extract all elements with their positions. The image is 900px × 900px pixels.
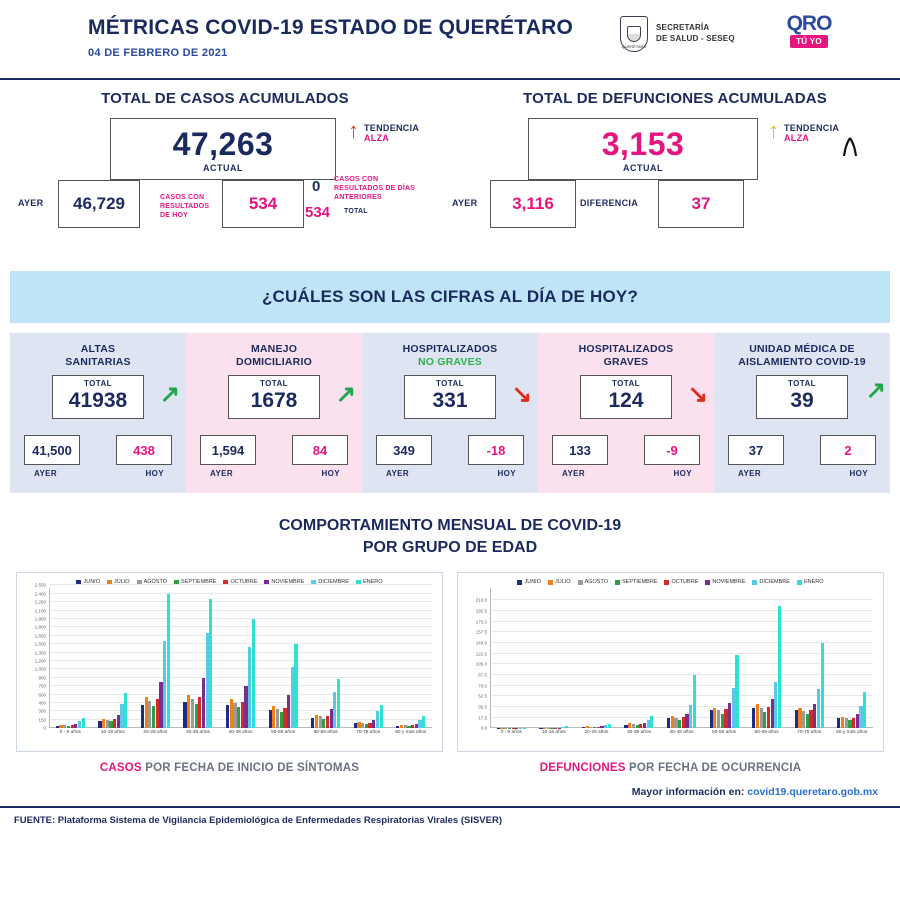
- panel-total-label: TOTAL: [788, 379, 816, 388]
- cases-total-label: TOTAL: [344, 208, 368, 215]
- bar: [778, 606, 781, 728]
- y-tick-label: 750: [38, 683, 46, 689]
- panel-title-line1: HOSPITALIZADOS: [402, 343, 498, 355]
- panel-yesterday-label: AYER: [562, 469, 586, 478]
- y-tick-label: 0: [43, 725, 46, 731]
- qro-logo-tagline: TÚ YO: [790, 35, 828, 48]
- legend-label: ENERO: [803, 579, 824, 586]
- legend-item: [752, 579, 790, 585]
- caption-strong: DEFUNCIONES: [539, 762, 626, 775]
- deaths-yesterday-label: AYER: [452, 198, 478, 208]
- more-info: [0, 786, 878, 798]
- panel-title-line2: GRAVES: [603, 356, 649, 369]
- cases-trend: [348, 118, 420, 143]
- x-tick-label: 20-29 años: [143, 730, 168, 736]
- panel-today-box: [820, 435, 876, 465]
- bar: [608, 724, 611, 728]
- panel-altas-sanitarias: [10, 333, 186, 493]
- deaths-actual-value: 3,153: [601, 126, 685, 162]
- bar: [167, 594, 170, 728]
- panel-today-label: HOY: [673, 469, 692, 478]
- legend-label: AGOSTO: [143, 579, 168, 586]
- chart-cases: [16, 572, 443, 752]
- bar: [209, 599, 212, 728]
- panel-yesterday-label: AYER: [738, 469, 762, 478]
- x-tick-label: 60-69 años: [754, 730, 779, 736]
- chart-x-axis-labels: [490, 730, 873, 736]
- crest-caption: QUERÉTARO: [621, 44, 647, 49]
- charts-heading-line2: POR GRUPO DE EDAD: [362, 538, 538, 556]
- panel-today-value: 438: [133, 442, 155, 458]
- panel-hospitalizados-no-graves: [362, 333, 538, 493]
- qro-logo-word: QRO: [786, 12, 832, 35]
- x-tick-label: 10-19 años: [541, 730, 566, 736]
- bar: [863, 692, 866, 729]
- y-tick-label: 2,550: [34, 582, 46, 588]
- panel-total-box: [228, 375, 320, 419]
- bar-group: [788, 588, 831, 728]
- x-tick-label: 30-39 años: [185, 730, 210, 736]
- bar-group: [49, 588, 92, 728]
- y-tick-label: 1,800: [34, 624, 46, 630]
- cases-yesterday-value: 46,729: [73, 194, 125, 213]
- caption-strong: CASOS: [99, 762, 142, 775]
- cases-actual-label: ACTUAL: [203, 163, 243, 173]
- legend-item: [578, 579, 608, 585]
- panel-total-value: 39: [790, 389, 814, 412]
- chart-deaths: [457, 572, 884, 752]
- arrow-up-icon: ↗: [335, 381, 356, 408]
- deaths-yesterday-box: [490, 180, 576, 228]
- panel-yesterday-label: AYER: [386, 469, 410, 478]
- cases-actual-box: [110, 118, 336, 180]
- charts-row: [16, 572, 884, 774]
- bar-group: [92, 588, 135, 728]
- bar-group: [490, 588, 533, 728]
- y-tick-label: 105.0: [475, 661, 487, 667]
- legend-label: JUNIO: [524, 579, 541, 586]
- deaths-trend: [768, 118, 840, 143]
- panel-yesterday-value: 349: [393, 442, 415, 458]
- deaths-trend-label: TENDENCIA: [784, 123, 840, 133]
- y-tick-label: 150: [38, 717, 46, 723]
- arrow-down-icon: ↘: [687, 381, 708, 408]
- legend-label: SEPTIEMBRE: [622, 579, 658, 586]
- seseq-line2: DE SALUD - SESEQ: [656, 34, 735, 43]
- bar-group: [304, 588, 347, 728]
- y-tick-label: 122.5: [475, 651, 487, 657]
- y-tick-label: 900: [38, 675, 46, 681]
- x-tick-label: 70-79 años: [356, 730, 381, 736]
- bar-group: [533, 588, 576, 728]
- y-tick-label: 140.0: [475, 640, 487, 646]
- y-tick-label: 2,100: [34, 608, 46, 614]
- chart-caption-deaths: [457, 762, 884, 774]
- panel-title: [538, 343, 714, 369]
- bar: [380, 705, 383, 729]
- bar-group: [347, 588, 390, 728]
- x-tick-label: 40-49 años: [228, 730, 253, 736]
- bar: [252, 619, 255, 728]
- deaths-difference-box: [658, 180, 744, 228]
- today-figures-banner: [10, 271, 890, 323]
- panel-total-label: TOTAL: [612, 379, 640, 388]
- panel-title: [714, 343, 890, 369]
- panel-yesterday-box: [376, 435, 432, 465]
- seseq-text: [656, 23, 735, 45]
- panel-total-label: TOTAL: [84, 379, 112, 388]
- x-tick-label: 10-19 años: [100, 730, 125, 736]
- y-tick-label: 1,950: [34, 616, 46, 622]
- y-tick-label: 192.5: [475, 608, 487, 614]
- legend-label: NOVIEMBRE: [712, 579, 746, 586]
- panel-total-label: TOTAL: [260, 379, 288, 388]
- panel-title-line1: UNIDAD MÉDICA DE: [749, 343, 855, 355]
- page-header: [0, 0, 900, 78]
- panel-manejo-domiciliario: [186, 333, 362, 493]
- legend-item: [615, 579, 657, 585]
- legend-item: [705, 579, 745, 585]
- legend-item: [548, 579, 571, 585]
- covid-website-link[interactable]: covid19.queretaro.gob.mx: [747, 786, 878, 799]
- legend-label: ENERO: [362, 579, 383, 586]
- deaths-trend-value: ALZA: [784, 133, 810, 143]
- panel-today-value: 2: [844, 442, 852, 458]
- caption-rest: POR FECHA DE INICIO DE SÍNTOMAS: [141, 762, 360, 775]
- deaths-actual-label: ACTUAL: [623, 163, 663, 173]
- seseq-logo: [620, 16, 735, 52]
- legend-item: [664, 579, 698, 585]
- cases-block: [0, 80, 450, 265]
- panel-total-value: 331: [432, 389, 468, 412]
- bar: [523, 728, 526, 729]
- deaths-difference-value: 37: [691, 194, 711, 213]
- panel-today-label: HOY: [145, 469, 164, 478]
- y-tick-label: 1,650: [34, 633, 46, 639]
- y-tick-label: 1,350: [34, 650, 46, 656]
- caption-rest: POR FECHA DE OCURRENCIA: [625, 762, 802, 775]
- legend-label: JULIO: [113, 579, 130, 586]
- deaths-actual-box: [528, 118, 758, 180]
- bar: [82, 718, 85, 729]
- panel-unidad-medica-aislamiento: [714, 333, 890, 493]
- x-tick-label: 70-79 años: [797, 730, 822, 736]
- x-tick-label: 40-49 años: [669, 730, 694, 736]
- mourning-ribbon-icon: [842, 136, 858, 158]
- panel-yesterday-value: 37: [748, 442, 764, 458]
- bar-group: [262, 588, 305, 728]
- arrow-up-icon: ↗: [865, 377, 886, 404]
- cases-previous-days-label: CASOS CON RESULTADOS DE DÍAS ANTERIORES: [334, 176, 416, 201]
- arrow-up-icon: ↑: [768, 118, 779, 143]
- arrow-down-icon: ↘: [511, 381, 532, 408]
- cases-previous-days-value: 0: [312, 178, 321, 195]
- legend-label: AGOSTO: [584, 579, 609, 586]
- bar: [337, 679, 340, 728]
- panel-title-line2: NO GRAVES: [417, 356, 483, 369]
- deaths-block: [450, 80, 900, 265]
- more-info-label: Mayor información en:: [631, 786, 745, 799]
- y-tick-label: 175.0: [475, 619, 487, 625]
- charts-heading: [0, 515, 900, 558]
- panel-today-label: HOY: [321, 469, 340, 478]
- bar: [693, 675, 696, 729]
- bar-groups: [490, 588, 873, 728]
- y-tick-label: 17.5: [478, 715, 487, 721]
- bar-groups: [49, 588, 432, 728]
- y-tick-label: 2,400: [34, 591, 46, 597]
- qro-logo: [778, 14, 840, 54]
- panel-today-value: -9: [666, 442, 678, 458]
- cases-total-value: 534: [305, 204, 331, 221]
- legend-swatch-icon: [517, 580, 522, 585]
- cases-actual-value: 47,263: [172, 126, 274, 162]
- panel-yesterday-box: [728, 435, 784, 465]
- bar-group: [703, 588, 746, 728]
- panel-today-box: [468, 435, 524, 465]
- x-tick-label: 20-29 años: [584, 730, 609, 736]
- source-note: FUENTE: Plataforma Sistema de Vigilancia Epidemiológica de Enfermedades Respiratorias Virales (SISVER): [14, 815, 503, 827]
- cases-title: TOTAL DE CASOS ACUMULADOS: [101, 90, 349, 107]
- chart-legend: [464, 579, 877, 585]
- panel-total-box: [52, 375, 144, 419]
- legend-label: SEPTIEMBRE: [181, 579, 217, 586]
- panel-yesterday-value: 1,594: [211, 442, 245, 458]
- panel-today-box: [116, 435, 172, 465]
- deaths-title: TOTAL DE DEFUNCIONES ACUMULADAS: [523, 90, 827, 107]
- panel-yesterday-label: AYER: [34, 469, 58, 478]
- panel-yesterday-box: [24, 435, 80, 465]
- panel-today-box: [292, 435, 348, 465]
- panel-title: [186, 343, 362, 369]
- panel-title-line1: ALTAS: [80, 343, 116, 355]
- legend-item: [797, 579, 824, 585]
- cases-trend-label: TENDENCIA: [364, 123, 420, 133]
- x-tick-label: 0 - 9 años: [500, 730, 522, 736]
- legend-label: DICIEMBRE: [318, 579, 349, 586]
- y-tick-label: 157.5: [475, 629, 487, 635]
- bar: [735, 655, 738, 728]
- y-tick-label: 35.0: [478, 704, 487, 710]
- bar: [565, 726, 568, 728]
- panel-total-value: 124: [608, 389, 644, 412]
- bar-group: [575, 588, 618, 728]
- page-title: MÉTRICAS COVID-19 ESTADO DE QUERÉTARO: [88, 16, 573, 39]
- legend-label: OCTUBRE: [230, 579, 258, 586]
- panel-today-value: 84: [312, 442, 328, 458]
- legend-swatch-icon: [548, 580, 553, 585]
- panel-yesterday-value: 41,500: [32, 442, 72, 458]
- panel-today-box: [644, 435, 700, 465]
- totals-section: [0, 80, 900, 265]
- bar-group: [745, 588, 788, 728]
- x-tick-label: 80 y más años: [836, 730, 868, 736]
- legend-label: NOVIEMBRE: [271, 579, 305, 586]
- bar-group: [177, 588, 220, 728]
- y-tick-label: 1,200: [34, 658, 46, 664]
- bar-group: [390, 588, 433, 728]
- x-tick-label: 30-39 años: [626, 730, 651, 736]
- legend-swatch-icon: [705, 580, 710, 585]
- arrow-up-icon: ↑: [348, 118, 359, 143]
- x-tick-label: 0 - 9 años: [59, 730, 81, 736]
- y-tick-label: 600: [38, 692, 46, 698]
- cases-today-results-label: CASOS CON RESULTADOS DE HOY: [160, 194, 210, 219]
- y-tick-label: 70.0: [478, 683, 487, 689]
- arrow-up-icon: ↗: [159, 381, 180, 408]
- panel-yesterday-box: [552, 435, 608, 465]
- bar: [821, 643, 824, 728]
- x-tick-label: 50-59 años: [712, 730, 737, 736]
- bar-group: [134, 588, 177, 728]
- panel-total-value: 1678: [250, 389, 298, 412]
- panel-title: [10, 343, 186, 369]
- panel-yesterday-box: [200, 435, 256, 465]
- cases-today-results-value: 534: [248, 194, 278, 213]
- panel-total-box: [756, 375, 848, 419]
- panel-title-line1: HOSPITALIZADOS: [578, 343, 674, 355]
- cases-yesterday-box: [58, 180, 140, 228]
- panel-title-line1: MANEJO: [250, 343, 298, 355]
- chart-plot-area: [475, 588, 873, 731]
- chart-caption-cases: [16, 762, 443, 774]
- panel-title-line2: DOMICILIARIO: [236, 356, 312, 369]
- panel-yesterday-label: AYER: [210, 469, 234, 478]
- y-tick-label: 450: [38, 700, 46, 706]
- banner-text: ¿CUÁLES SON LAS CIFRAS AL DÍA DE HOY?: [261, 287, 639, 306]
- panel-today-label: HOY: [849, 469, 868, 478]
- legend-swatch-icon: [752, 580, 757, 585]
- panel-total-box: [404, 375, 496, 419]
- y-tick-label: 1,050: [34, 666, 46, 672]
- x-tick-label: 60-69 años: [313, 730, 338, 736]
- cases-today-results-box: [222, 180, 304, 228]
- legend-label: JUNIO: [83, 579, 100, 586]
- legend-swatch-icon: [578, 580, 583, 585]
- chart-x-axis-labels: [49, 730, 432, 736]
- deaths-yesterday-value: 3,116: [512, 194, 554, 213]
- panel-title: [362, 343, 538, 369]
- panel-total-box: [580, 375, 672, 419]
- bar: [422, 716, 425, 728]
- charts-heading-line1: COMPORTAMIENTO MENSUAL DE COVID-19: [278, 517, 622, 534]
- legend-label: JULIO: [554, 579, 571, 586]
- bar-group: [660, 588, 703, 728]
- cases-trend-value: ALZA: [364, 133, 390, 143]
- queretaro-crest-icon: [620, 16, 648, 52]
- legend-label: DICIEMBRE: [759, 579, 790, 586]
- legend-item: [517, 579, 541, 585]
- y-tick-label: 52.5: [478, 693, 487, 699]
- legend-swatch-icon: [615, 580, 620, 585]
- x-tick-label: 50-59 años: [271, 730, 296, 736]
- y-tick-label: 0.0: [480, 725, 487, 731]
- panel-title-line2: AISLAMIENTO COVID-19: [738, 356, 866, 369]
- panel-hospitalizados-graves: [538, 333, 714, 493]
- y-tick-label: 300: [38, 708, 46, 714]
- legend-swatch-icon: [664, 580, 669, 585]
- panel-total-label: TOTAL: [436, 379, 464, 388]
- panel-today-value: -18: [486, 442, 506, 458]
- shield-icon: [627, 26, 641, 42]
- deaths-difference-label: DIFERENCIA: [580, 198, 639, 208]
- y-tick-label: 2,250: [34, 599, 46, 605]
- panel-today-label: HOY: [497, 469, 516, 478]
- panel-title-line2: SANITARIAS: [65, 356, 131, 369]
- bar: [294, 644, 297, 728]
- y-tick-label: 1,500: [34, 641, 46, 647]
- bar: [650, 716, 653, 728]
- legend-label: OCTUBRE: [671, 579, 699, 586]
- legend-swatch-icon: [797, 580, 802, 585]
- cases-yesterday-label: AYER: [18, 198, 44, 208]
- bar-group: [831, 588, 874, 728]
- bar-group: [618, 588, 661, 728]
- bar-group: [219, 588, 262, 728]
- report-date: 04 DE FEBRERO DE 2021: [88, 47, 228, 59]
- panel-yesterday-value: 133: [569, 442, 591, 458]
- seseq-line1: SECRETARÍA: [656, 23, 710, 33]
- y-tick-label: 87.5: [478, 672, 487, 678]
- y-tick-label: 210.0: [475, 597, 487, 603]
- today-panels: [10, 333, 890, 493]
- panel-total-value: 41938: [68, 389, 128, 412]
- x-tick-label: 80 y mas años: [395, 730, 427, 736]
- bar: [124, 693, 127, 728]
